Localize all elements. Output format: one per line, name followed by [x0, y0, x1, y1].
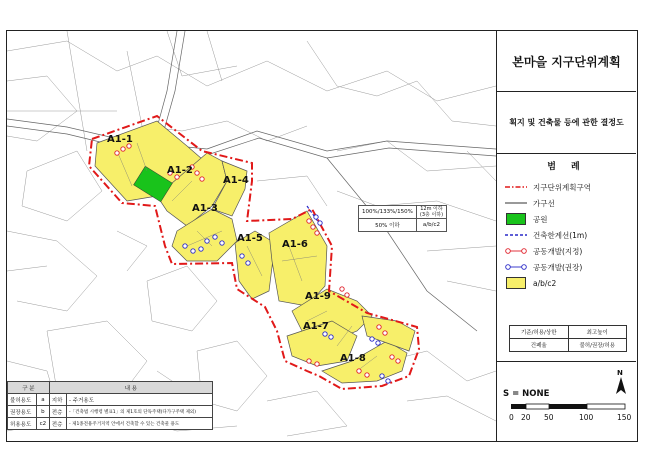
map-subtitle: 획지 및 건축물 등에 관한 결정도	[509, 117, 624, 127]
row-category: 허용용도	[8, 418, 37, 430]
row-code: a	[37, 394, 50, 406]
info-cell: a/b/c2	[416, 219, 446, 232]
map-info-table	[358, 205, 447, 232]
legend-title: 범 례	[547, 162, 586, 172]
table-row	[8, 418, 213, 430]
legend-item-joint-recommended	[505, 260, 633, 274]
label-a1-8: A1-8	[340, 353, 366, 364]
title-box	[497, 31, 636, 92]
divider	[497, 361, 636, 362]
code-cell: 건폐율	[510, 339, 569, 352]
label-a1-3: A1-3	[192, 203, 218, 214]
map-title: 본마을 지구단위계획	[512, 54, 621, 69]
code-cell: 불허/권장/허용	[568, 339, 627, 352]
row-content: -「건축법 시행령 별표1」의 제1호의 단독주택(다가구주택 제외)	[67, 406, 213, 418]
subtitle-box	[497, 91, 636, 154]
label-a1-6: A1-6	[282, 239, 308, 250]
scale-label: S = NONE	[503, 389, 550, 399]
label-a1-9: A1-9	[305, 291, 331, 302]
row-floor: 전층	[49, 418, 66, 430]
scale-num: 150	[617, 413, 632, 422]
legend-label: 공동개발(권장)	[533, 262, 583, 272]
row-code: b	[37, 406, 50, 418]
park-swatch	[505, 213, 527, 225]
legend-label: 건축한계선(1m)	[533, 230, 588, 240]
table-row	[8, 406, 213, 418]
scale-bar	[511, 403, 627, 411]
map-area[interactable]	[7, 31, 496, 441]
side-panel	[496, 31, 637, 441]
scale-num: 100	[579, 413, 594, 422]
label-a1-1: A1-1	[107, 134, 133, 145]
code-cell: 기준/허용/상한	[510, 326, 569, 339]
legend-label: 지구단위계획구역	[533, 182, 591, 192]
legend-label: 공동개발(지정)	[533, 246, 583, 256]
legend-label: 가구선	[533, 198, 555, 208]
row-content: - 제1종전용주거지역 안에서 건축할 수 있는 건축물 용도	[67, 418, 213, 430]
scale-num: 50	[544, 413, 554, 422]
north-label: N	[617, 369, 623, 377]
use-table-header-content: 내 용	[49, 382, 212, 394]
legend-item-plan-boundary	[505, 180, 633, 194]
label-a1-5: A1-5	[237, 233, 263, 244]
legend-item-zone	[505, 276, 633, 290]
north-arrow-icon	[615, 377, 627, 395]
scale-num: 0	[509, 413, 514, 422]
zone-swatch	[505, 277, 527, 289]
label-a1-7: A1-7	[303, 321, 329, 332]
row-floor: 지하	[49, 394, 66, 406]
legend-item-park	[505, 212, 633, 226]
use-table-header-category: 구 분	[8, 382, 50, 394]
info-cell: 50% 이하	[359, 219, 417, 232]
legend-item-block-line	[505, 196, 633, 210]
code-table	[509, 325, 627, 352]
info-cell: 12m 이하 (3층 이하)	[416, 206, 446, 219]
row-content: - 주거용도	[67, 394, 213, 406]
info-cell: 100%/133%/150%	[359, 206, 417, 219]
use-table	[7, 381, 213, 430]
table-row	[8, 394, 213, 406]
legend-item-building-limit	[505, 228, 633, 242]
row-code: c2	[37, 418, 50, 430]
legend-label: 공원	[533, 214, 548, 224]
row-floor: 전층	[49, 406, 66, 418]
label-a1-2: A1-2	[167, 165, 193, 176]
row-category: 권장용도	[8, 406, 37, 418]
scale-num: 20	[521, 413, 531, 422]
label-a1-4: A1-4	[223, 175, 249, 186]
row-category: 불허용도	[8, 394, 37, 406]
legend-label: a/b/c2	[533, 278, 557, 288]
legend-item-joint-designated	[505, 244, 633, 258]
code-cell: 최고높이	[568, 326, 627, 339]
